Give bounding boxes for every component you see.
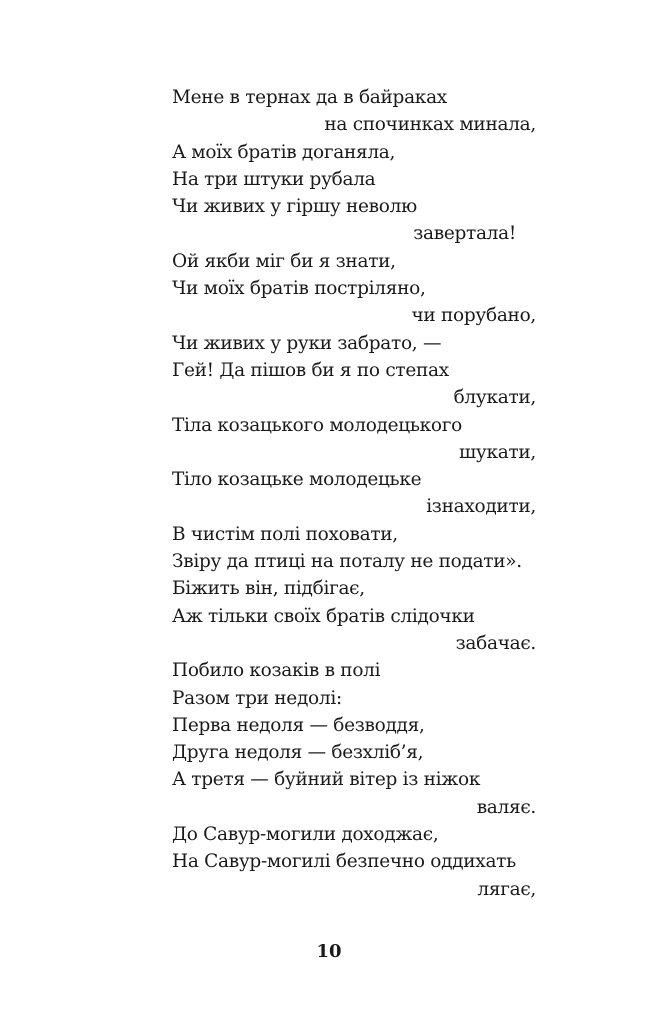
poem-line: Гей! Да пішов би я по степах	[172, 359, 449, 381]
poem-line-continuation: шукати,	[458, 441, 536, 463]
poem-line: В чистім полі поховати,	[172, 523, 398, 545]
poem-line: Біжить він, підбігає,	[172, 578, 365, 600]
poem-line: На три штуки рубала	[172, 168, 376, 190]
poem-line-continuation: на спочинках минала,	[324, 114, 536, 136]
poem-line: Перва недоля — безводдя,	[172, 714, 425, 736]
poem-line: Чи моїх братів постріляно,	[172, 278, 426, 300]
poem-line: Ой якби міг би я знати,	[172, 250, 396, 272]
poem-line: А моїх братів доганяла,	[172, 141, 396, 163]
poem-line-continuation: чи порубано,	[411, 305, 536, 327]
poem-line: На Савур-могилі безпечно оддихать	[172, 851, 516, 873]
poem-line-continuation: завертала!	[413, 223, 516, 245]
poem-line: До Савур-могили доходжає,	[172, 824, 439, 846]
poem-line-continuation: валяє.	[476, 796, 536, 818]
poem-text	[172, 84, 536, 903]
poem-line-continuation: ізнаходити,	[426, 496, 536, 518]
poem-line: Тіла козацького молодецького	[172, 414, 462, 436]
poem-line: Чи живих у руки забрато, —	[172, 332, 442, 354]
poem-line: Друга недоля — безхліб’я,	[172, 742, 424, 764]
poem-line: А третя — буйний вітер із ніжок	[172, 769, 481, 791]
poem-line-continuation: лягає,	[477, 878, 536, 900]
page-number: 10	[316, 941, 342, 962]
poem-line-continuation: забачає.	[455, 632, 536, 654]
poem-line: Разом три недолі:	[172, 687, 342, 709]
poem-line: Тіло козацьке молодецьке	[172, 469, 422, 491]
poem-line: Мене в тернах да в байраках	[172, 87, 447, 108]
poem-line: Аж тільки своїх братів слідочки	[172, 605, 475, 627]
poem-line-continuation: блукати,	[453, 387, 536, 409]
poem-line: Побило козаків в полі	[172, 660, 381, 682]
poem-line: Звіру да птиці на поталу не подати».	[172, 551, 522, 573]
poem-line: Чи живих у гіршу неволю	[172, 196, 417, 218]
